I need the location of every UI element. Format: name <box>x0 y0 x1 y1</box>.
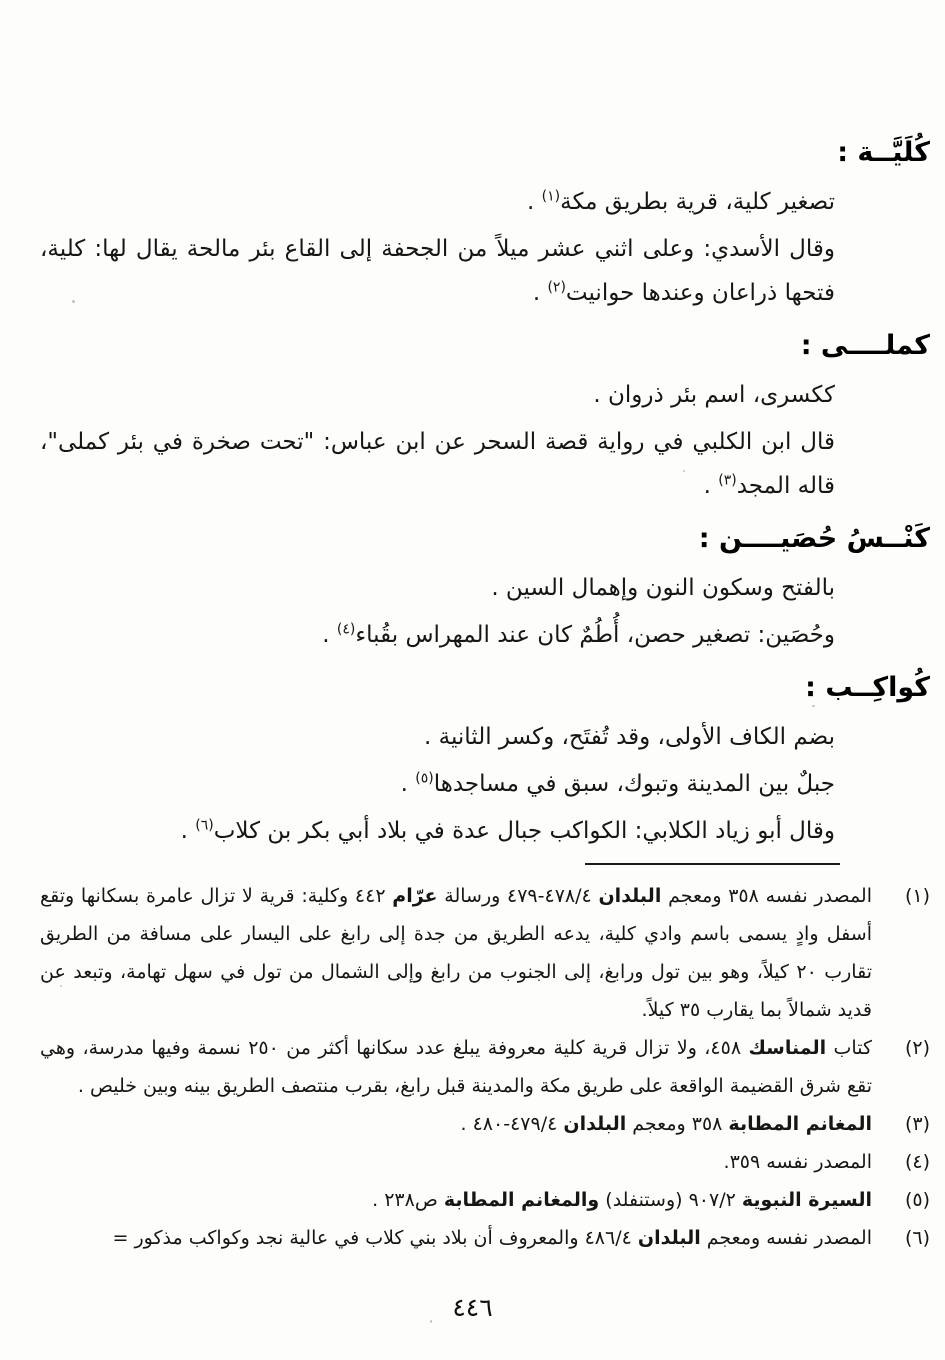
footnote <box>40 1143 930 1181</box>
paragraph-text: وقال الأسدي: وعلى اثني عشر ميلاً من الجحفة إلى القاع بئر مالحة يقال لها: كلية، فتحها ذراعان وعندها حوانيت <box>40 236 835 306</box>
entry-headword: كُواكِــب : <box>805 672 930 703</box>
footnote-book-title: البلدان <box>563 1113 627 1135</box>
footnote-text <box>40 1029 872 1105</box>
footnote-book-title: عرّام <box>392 885 438 907</box>
footnote-number: (٤) <box>904 1151 930 1173</box>
footnote-segment: المصدر نفسه ومعجم <box>700 1227 872 1249</box>
footnote-text <box>40 1181 872 1219</box>
footnote-ref: (٣) <box>718 472 737 489</box>
paragraph-text: ككسرى، اسم بئر ذروان . <box>593 382 835 408</box>
footnote-book-title: والمغانم المطابة <box>443 1189 600 1211</box>
footnote-segment: المصدر نفسه ٣٥٩. <box>723 1151 872 1173</box>
scan-speck <box>72 300 75 303</box>
footnote-segment: ٤٥٨، ولا تزال قرية كلية معروفة يبلغ عدد سكانها أكثر من ٢٥٠ نسمة وفيها مدرسة، وهي تقع شرق القضيمة الواقعة على طريق مكة والمدينة قبل رابغ، بقرب منتصف الطريق بينه وبين خليص . <box>40 1037 872 1097</box>
footnote-segment: ٤٧٩/٤-٤٨٠ . <box>460 1113 564 1135</box>
entry-paragraph <box>40 613 835 657</box>
paragraph-text: تصغير كلية، قرية بطريق مكة <box>560 189 835 215</box>
scan-speck <box>430 1320 432 1323</box>
footnote <box>40 1219 930 1257</box>
paragraph-text: جبلٌ بين المدينة وتبوك، سبق في مساجدها <box>433 771 835 797</box>
footnote-ref: (٦) <box>195 817 214 834</box>
footnote-book-title: البلدان <box>637 1227 701 1249</box>
entry-headword: كُلَيَّــة : <box>837 137 930 168</box>
footnote-segment: ص٢٣٨ . <box>372 1189 444 1211</box>
footnote-ref: (٥) <box>415 770 434 787</box>
footnote-text <box>40 1105 872 1143</box>
entry-paragraph <box>40 373 835 417</box>
entry-paragraph <box>40 566 835 610</box>
entry-paragraph <box>40 420 835 508</box>
entry-paragraph <box>40 809 835 853</box>
paragraph-tail: . <box>322 622 337 648</box>
dictionary-entry <box>40 132 930 315</box>
footnote-segment: ٤٧٨/٤-٤٧٩ ورسالة <box>437 885 599 907</box>
footnote-text <box>40 1219 872 1257</box>
footnote <box>40 877 930 1029</box>
footnote-number: (٥) <box>904 1189 930 1211</box>
paragraph-text: بضم الكاف الأولى، وقد تُفتَح، وكسر الثانية . <box>423 724 835 750</box>
footnotes-block <box>40 877 930 1257</box>
paragraph-tail: . <box>400 771 416 797</box>
footnote <box>40 1029 930 1105</box>
entry-paragraph <box>40 180 835 224</box>
entry-headword: كَنْــسُ حُصَيــــن : <box>698 523 930 554</box>
page-number: ٤٤٦ <box>452 1293 493 1322</box>
footnote-book-title: السيرة النبوية <box>741 1189 872 1211</box>
paragraph-tail: . <box>703 473 719 499</box>
footnote-segment: كتاب <box>826 1037 872 1059</box>
dictionary-entry <box>40 325 930 508</box>
scan-speck <box>812 705 815 707</box>
footnote-number: (٦) <box>904 1227 930 1249</box>
paragraph-tail: . <box>527 189 542 215</box>
footnote-book-title: المناسك <box>748 1037 827 1059</box>
footnote-text <box>40 877 872 1029</box>
footnote-segment: ٤٨٦/٤ والمعروف أن بلاد بني كلاب في عالية نجد وكواكب مذكور = <box>112 1227 638 1249</box>
footnote-segment: ٤٤٢ وكلية: قرية لا تزال عامرة بسكانها وتقع أسفل وادٍ يسمى باسم وادي كلية، يدعه الطريق من جدة إلى رابغ على اليسار على مسافة من الطريق تقارب ٢٠ كيلاً، وهو بين تول ورابغ، إلى الجنوب من رابغ وإلى الشمال من تول في سهل تهامة، وتبعد عن قديد شمالاً بما يقارب ٣٥ كيلاً. <box>40 885 872 1021</box>
footnote-book-title: المغانم المطابة <box>728 1113 872 1135</box>
footnote-book-title: البلدان <box>598 885 662 907</box>
paragraph-text: بالفتح وسكون النون وإهمال السين . <box>491 575 835 601</box>
scan-speck <box>60 985 62 987</box>
paragraph-tail: . <box>180 818 196 844</box>
footnote-text <box>40 1143 872 1181</box>
paragraph-tail: . <box>532 280 548 306</box>
footnote-segment: ٩٠٧/٢ (وستنفلد) <box>599 1189 742 1211</box>
footnote-segment: ٣٥٨ ومعجم <box>626 1113 729 1135</box>
footnote-number: (٣) <box>904 1113 930 1135</box>
footnote-number: (٢) <box>904 1037 930 1059</box>
footnote-number: (١) <box>904 885 930 907</box>
entry-headword: كملــــى : <box>800 330 930 361</box>
footnote-separator <box>585 863 840 865</box>
footnote <box>40 1105 930 1143</box>
footnote <box>40 1181 930 1219</box>
entry-paragraph <box>40 762 835 806</box>
footnote-segment: المصدر نفسه ٣٥٨ ومعجم <box>661 885 873 907</box>
paragraph-text: وحُصَين: تصغير حصن، أُطُمٌ كان عند المهراس بقُباء <box>355 622 835 648</box>
paragraph-text: قال ابن الكلبي في رواية قصة السحر عن ابن عباس: "تحت صخرة في بئر كملى"، قاله المجد <box>40 429 835 499</box>
footnote-ref: (٤) <box>336 621 356 638</box>
dictionary-entry <box>40 518 930 657</box>
scan-speck <box>683 470 685 472</box>
entry-paragraph <box>40 227 835 315</box>
entry-paragraph <box>40 715 835 759</box>
dictionary-entry <box>40 667 930 853</box>
footnote-ref: (٢) <box>547 279 566 296</box>
footnote-ref: (١) <box>541 188 561 205</box>
paragraph-text: وقال أبو زياد الكلابي: الكواكب جبال عدة في بلاد أبي بكر بن كلاب <box>213 818 835 844</box>
